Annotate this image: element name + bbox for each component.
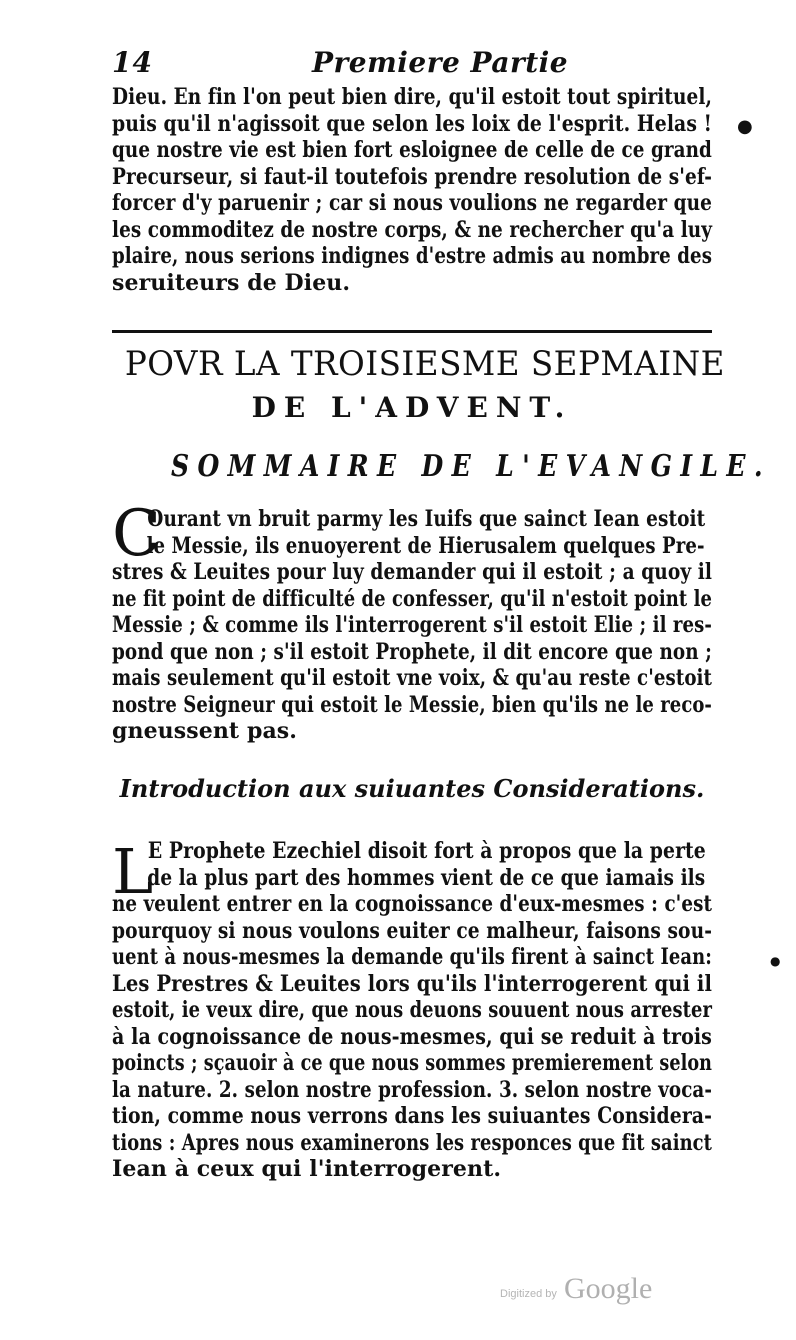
gospel-summary-paragraph xyxy=(112,506,712,745)
google-watermark xyxy=(500,1272,720,1312)
section-divider xyxy=(112,330,712,333)
text-line: Ourant vn bruit parmy les Iuifs que sainct Iean estoit xyxy=(147,506,706,532)
dropcap-letter: L xyxy=(112,835,154,908)
ink-mark: ● xyxy=(770,954,781,968)
text-line: Dieu. En fin l'on peut bien dire, qu'il estoit tout spirituel, xyxy=(112,84,713,110)
ink-mark: ● xyxy=(737,116,753,137)
text-line: pourquoy si nous voulons euiter ce malheur, faisons sou- xyxy=(112,917,713,944)
running-title: Premiere Partie xyxy=(312,46,569,79)
text-line: tion, comme nous verrons dans les suiuantes Considera- xyxy=(112,1103,712,1129)
text-line: Les Prestres & Leuites lors qu'ils l'interrogerent qui il xyxy=(112,970,712,997)
text-line: Iean à ceux qui l'interrogerent. xyxy=(112,1156,502,1182)
text-line: ne fit point de difficulté de confesser, qu'il n'estoit point le xyxy=(112,585,713,612)
page-header xyxy=(112,46,712,86)
text-line: tions : Apres nous examinerons les responces que fit sainct xyxy=(112,1129,713,1156)
text-line: nostre Seigneur qui estoit le Messie, bien qu'ils ne le reco- xyxy=(112,691,712,718)
text-line: forcer d'y paruenir ; car si nous voulions ne regarder que xyxy=(112,190,713,216)
text-line: les commoditez de nostre corps, & ne rechercher qu'a luy xyxy=(112,216,713,243)
text-line: pond que non ; s'il estoit Prophete, il dit encore que non ; xyxy=(112,638,713,665)
text-line: seruiteurs de Dieu. xyxy=(112,269,351,296)
section-subtitle: DE L'ADVENT. xyxy=(251,391,573,424)
digitized-by-text: Digitized by xyxy=(500,1288,557,1300)
text-line: mais seulement qu'il estoit vne voix, & qu'au reste c'estoit xyxy=(112,665,713,691)
text-line: le Messie, ils enuoyerent de Hierusalem quelques Pre- xyxy=(146,532,705,559)
text-line: estoit, ie veux dire, que nous deuons souuent nous arrester xyxy=(112,997,712,1023)
text-line: poincts ; sçauoir à ce que nous sommes premierement selon xyxy=(112,1050,713,1076)
text-line: stres & Leuites pour luy demander qui il estoit ; a quoy il xyxy=(112,559,713,585)
summary-heading: SOMMAIRE DE L'EVANGILE. xyxy=(170,449,771,484)
text-line: Precurseur, si faut-il toutefois prendre resolution de s'ef- xyxy=(112,163,713,190)
text-line: plaire, nous serions indignes d'estre admis au nombre des xyxy=(112,243,713,269)
text-line: gneussent pas. xyxy=(112,718,298,744)
text-line: uent à nous-mesmes la demande qu'ils firent à sainct Iean: xyxy=(112,944,712,970)
page-number: 14 xyxy=(112,46,153,79)
intro-paragraph xyxy=(112,84,712,296)
introduction-paragraph xyxy=(112,835,713,1183)
text-line: que nostre vie est bien fort esloignee de celle de ce grand xyxy=(112,137,712,163)
text-line: de la plus part des hommes vient de ce que iamais ils xyxy=(147,864,706,891)
google-logo: Google xyxy=(564,1272,653,1305)
text-line: ne veulent entrer en la cognoissance d'eux-mesmes : c'est xyxy=(112,891,713,917)
text-line: E Prophete Ezechiel disoit fort à propos que la perte xyxy=(147,838,706,864)
introduction-heading: Introduction aux suiuantes Considerations. xyxy=(119,774,705,803)
text-line: à la cognoissance de nous-mesmes, qui se reduit à trois xyxy=(112,1023,712,1050)
text-line: puis qu'il n'agissoit que selon les loix de l'esprit. Helas ! xyxy=(112,110,712,137)
section-title: POVR LA TROISIESME SEPMAINE xyxy=(124,344,725,384)
text-line: la nature. 2. selon nostre profession. 3. selon nostre voca- xyxy=(112,1076,713,1103)
dropcap-letter: C xyxy=(112,497,161,571)
text-line: Messie ; & comme ils l'interrogerent s'il estoit Elie ; il res- xyxy=(112,612,713,638)
